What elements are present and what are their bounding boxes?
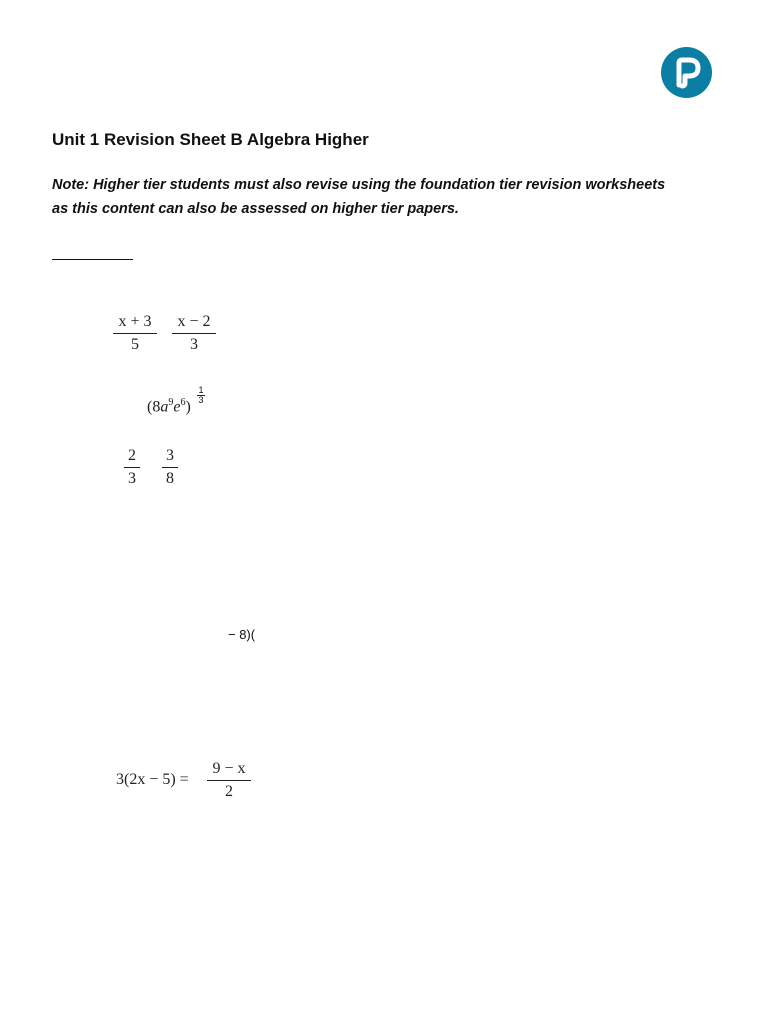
page-title: Unit 1 Revision Sheet B Algebra Higher [52, 130, 369, 149]
power-denominator: 3 [198, 395, 204, 405]
numerator: x − 2 [177, 313, 211, 330]
exponent-e: 6 [180, 397, 186, 408]
expression-4: − 8)( [228, 627, 256, 642]
variable-e: e [173, 398, 181, 416]
fraction-3-over-8 [162, 447, 178, 488]
denominator: 3 [128, 470, 136, 487]
fraction-2-over-3 [124, 447, 140, 488]
denominator: 8 [166, 470, 174, 487]
numerator: 9 − x [212, 760, 246, 777]
denominator: 2 [225, 783, 233, 800]
variable-a: a [160, 398, 169, 416]
expression-2 [147, 397, 191, 416]
power-one-third [197, 386, 205, 405]
power-numerator: 1 [198, 385, 204, 395]
numerator: 2 [128, 447, 136, 464]
numerator: x + 3 [118, 313, 152, 330]
exponent-a: 9 [168, 397, 174, 408]
fraction-x-plus-3-over-5 [113, 313, 157, 354]
fraction-x-minus-2-over-3 [172, 313, 216, 354]
denominator: 5 [131, 336, 139, 353]
open-term: (8 [147, 398, 161, 416]
pearson-logo-icon [661, 47, 712, 98]
denominator: 3 [190, 336, 198, 353]
divider-line [52, 259, 133, 260]
fraction-9-minus-x-over-2 [207, 760, 251, 801]
expression-5-lhs: 3(2x − 5) = [116, 771, 189, 788]
close-paren: ) [185, 398, 191, 416]
revision-note: Note: Higher tier students must also revise using the foundation tier revision worksheets as this content can also be assessed on higher tier papers. [52, 177, 666, 217]
numerator: 3 [166, 447, 174, 464]
